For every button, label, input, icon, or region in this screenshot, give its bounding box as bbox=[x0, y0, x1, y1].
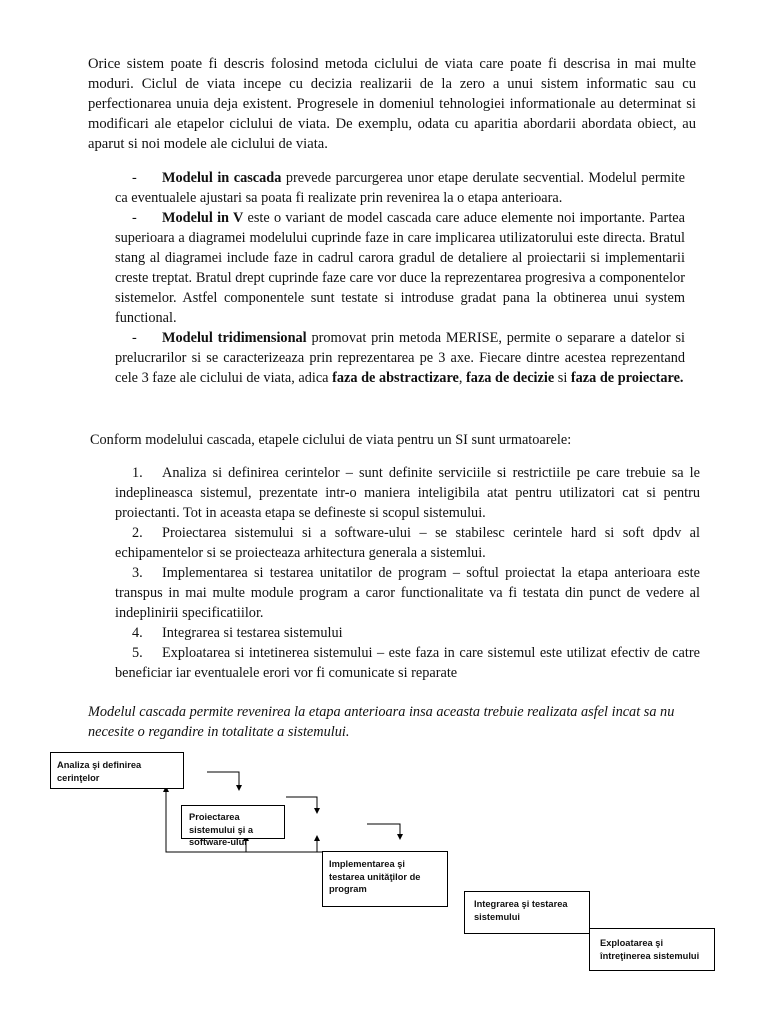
model-text: prevede parcurgerea unor etape derulate secvential. Modelul permite ca eventualele ajustari sa poata fi realizate prin revenirea la o etapa anterioara. bbox=[115, 170, 685, 206]
feedback-line bbox=[317, 838, 322, 852]
dash: - bbox=[132, 210, 137, 226]
model-title: Modelul in cascada bbox=[162, 170, 282, 186]
model-title: Modelul tridimensional bbox=[162, 330, 307, 346]
step-text: Proiectarea sistemului si a software-ului – se stabilesc cerintele hard si soft dpdv al echipamentelor si se proiecteaza arhitectura generala a sistemlui. bbox=[115, 525, 700, 561]
step-number: 1. bbox=[132, 465, 143, 481]
step-number: 4. bbox=[132, 625, 143, 641]
step-text: Exploatarea si intetinerea sistemului – este faza in care sistemul este utilizat efectiv de catre beneficiar iar eventualele erori vor fi comunicate si reparate bbox=[115, 645, 700, 681]
step-number: 3. bbox=[132, 565, 143, 581]
arrow-2-to-3 bbox=[286, 797, 317, 811]
box-design bbox=[181, 805, 285, 847]
phase-abstraction: faza de abstractizare bbox=[332, 370, 459, 386]
separator: si bbox=[554, 370, 571, 386]
box-integration bbox=[464, 891, 590, 934]
model-text: este o variant de model cascada care aduce elemente noi importante. Partea superioara a diagramei modelului cuprinde faze in care implicarea utilizatorului este directa. Bratul stang al diagramei include faze in cadrul carora gradul de detaliere al proiectarii si implementarii creste treptat. Bratul drept cuprinde faze care vor duce la reprezentarea progresiva a componentelor sistemelor. Astfel componentele sunt testate si introduse gradat pana la obtinerea unui system functional. bbox=[115, 210, 685, 326]
dash: - bbox=[132, 170, 137, 186]
box-analysis bbox=[50, 752, 184, 789]
box-implementation bbox=[322, 851, 448, 907]
step-text: Analiza si definirea cerintelor – sunt definite serviciile si restrictiile pe care trebuie sa le indeplineasca sistemul, prezentate intr-o maniera inteligibila atat pentru utilizatori cat si pentru proiectanti. Tot in aceasta etapa se defineste si scopul sistemului. bbox=[115, 465, 700, 521]
box-label: Integrarea şi testarea sistemului bbox=[474, 899, 568, 922]
intro-text: Orice sistem poate fi descris folosind metoda ciclului de viata care poate fi descrisa in mai multe moduri. Ciclul de viata incepe cu decizia realizarii de la zero a unui sistem informatic sau cu perfectionarea unuia deja existent. Progresele in domeniul tehnologiei informationale au determinat si modificari ale etapelor ciclului de viata. De exemplu, odata cu aparitia abordarii abordata obiect, au aparut si noi modele ale ciclului de viata. bbox=[88, 56, 696, 152]
feedback-line bbox=[246, 838, 322, 852]
box-label: Analiza şi definirea cerinţelor bbox=[57, 760, 142, 783]
step-number: 5. bbox=[132, 645, 143, 661]
cascade-intro: Conform modelului cascada, etapele ciclului de viata pentru un SI sunt urmatoarele: bbox=[90, 432, 572, 448]
model-title: Modelul in V bbox=[162, 210, 244, 226]
cascade-note: Modelul cascada permite revenirea la etapa anterioara insa aceasta trebuie realizata asfel incat sa nu necesite o regandire in totalitate a sistemului. bbox=[88, 704, 675, 740]
arrow-3-to-4 bbox=[367, 824, 400, 837]
model-text: promovat prin metoda MERISE, permite o separare a datelor si prelucrarilor si se caracterizeaza prin reprezentarea pe 3 axe. Fiecare dintre acestea reprezentand cele 3 faze ale ciclului de viata, adica bbox=[115, 330, 686, 386]
arrow-1-to-2 bbox=[207, 772, 239, 788]
box-label: Exploatarea şi întreţinerea sistemului bbox=[600, 938, 700, 961]
box-label: Proiectarea sistemului şi a software-ului bbox=[189, 812, 254, 847]
dash: - bbox=[132, 330, 137, 346]
box-operation bbox=[589, 928, 715, 971]
phase-design: faza de proiectare. bbox=[570, 370, 684, 386]
phase-decision: faza de decizie bbox=[466, 370, 555, 386]
step-text: Integrarea si testarea sistemului bbox=[162, 625, 343, 641]
step-text: Implementarea si testarea unitatilor de program – softul proiectat la etapa anterioara este transpus in mai multe module program a caror functionalitate va fi testata din punct de vedere al indeplinirii specificatiilor. bbox=[115, 565, 700, 621]
box-label: Implementarea şi testarea unităţilor de program bbox=[329, 859, 421, 894]
separator: , bbox=[458, 370, 467, 386]
step-number: 2. bbox=[132, 525, 143, 541]
